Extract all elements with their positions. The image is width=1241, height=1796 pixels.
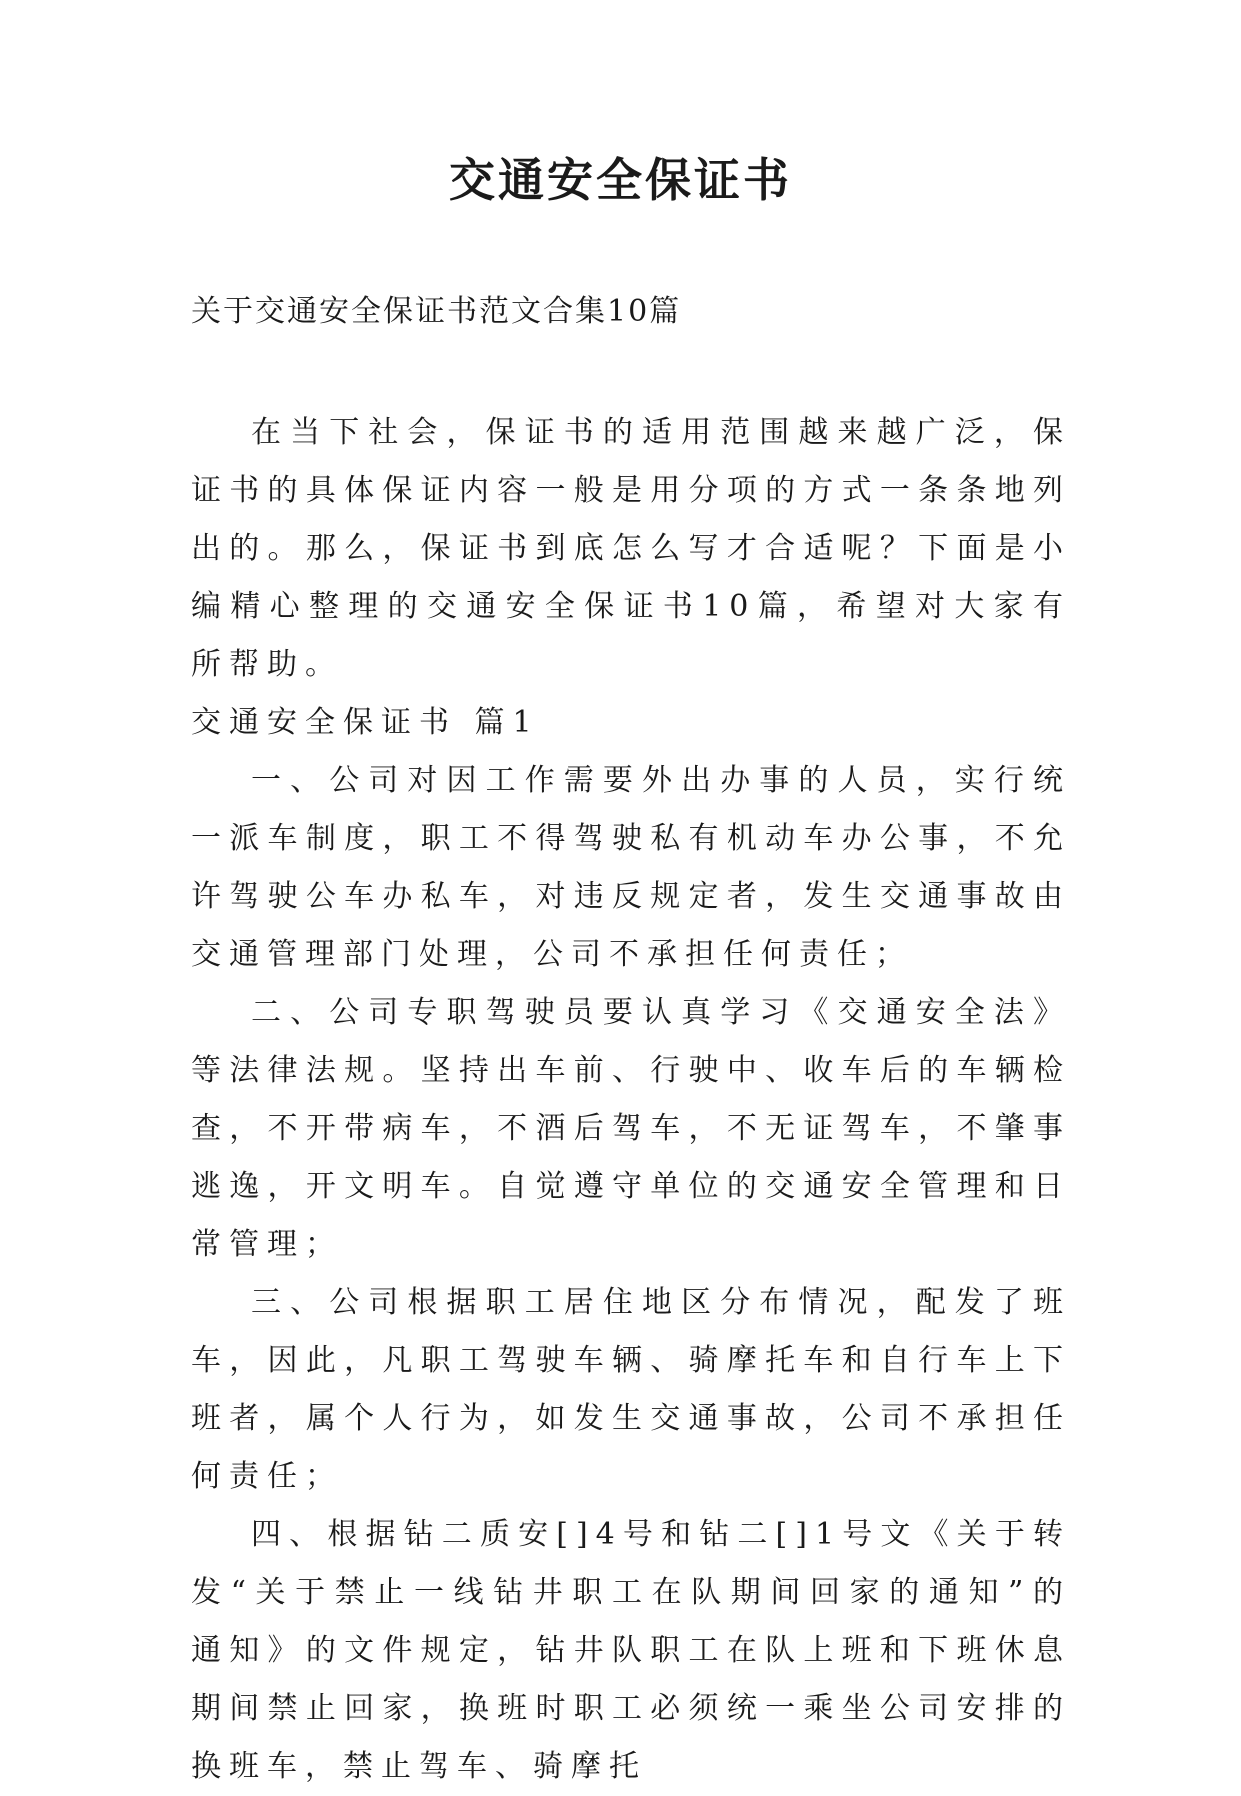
list-item: 三、公司根据职工居住地区分布情况，配发了班车，因此，凡职工驾驶车辆、骑摩托车和自行车上下班者，属个人行为，如发生交通事故，公司不承担任何责任；	[191, 1285, 1071, 1494]
document-subtitle: 关于交通安全保证书范文合集10篇	[191, 294, 682, 329]
list-item: 一、公司对因工作需要外出办事的人员，实行统一派车制度，职工不得驾驶私有机动车办公事，不允许驾驶公车办私车，对违反规定者，发生交通事故由交通管理部门处理，公司不承担任何责任；	[191, 763, 1071, 972]
list-item: 二、公司专职驾驶员要认真学习《交通安全法》等法律法规。坚持出车前、行驶中、收车后的车辆检查，不开带病车，不酒后驾车，不无证驾车，不肇事逃逸，开文明车。自觉遵守单位的交通安全管理和日常管理；	[191, 995, 1071, 1262]
list-item: 四、根据钻二质安[]4号和钻二[]1号文《关于转发“关于禁止一线钻井职工在队期间回家的通知”的通知》的文件规定，钻井队职工在队上班和下班休息期间禁止回家，换班时职工必须统一乘坐公司安排的换班车，禁止驾车、骑摩托	[191, 1517, 1071, 1784]
document-body	[191, 404, 1071, 1796]
intro-paragraph: 在当下社会，保证书的适用范围越来越广泛，保证书的具体保证内容一般是用分项的方式一条条地列出的。那么，保证书到底怎么写才合适呢？下面是小编精心整理的交通安全保证书10篇，希望对大家有所帮助。	[191, 415, 1071, 682]
document-title: 交通安全保证书	[449, 153, 792, 207]
section-heading: 交通安全保证书 篇1	[191, 705, 540, 740]
